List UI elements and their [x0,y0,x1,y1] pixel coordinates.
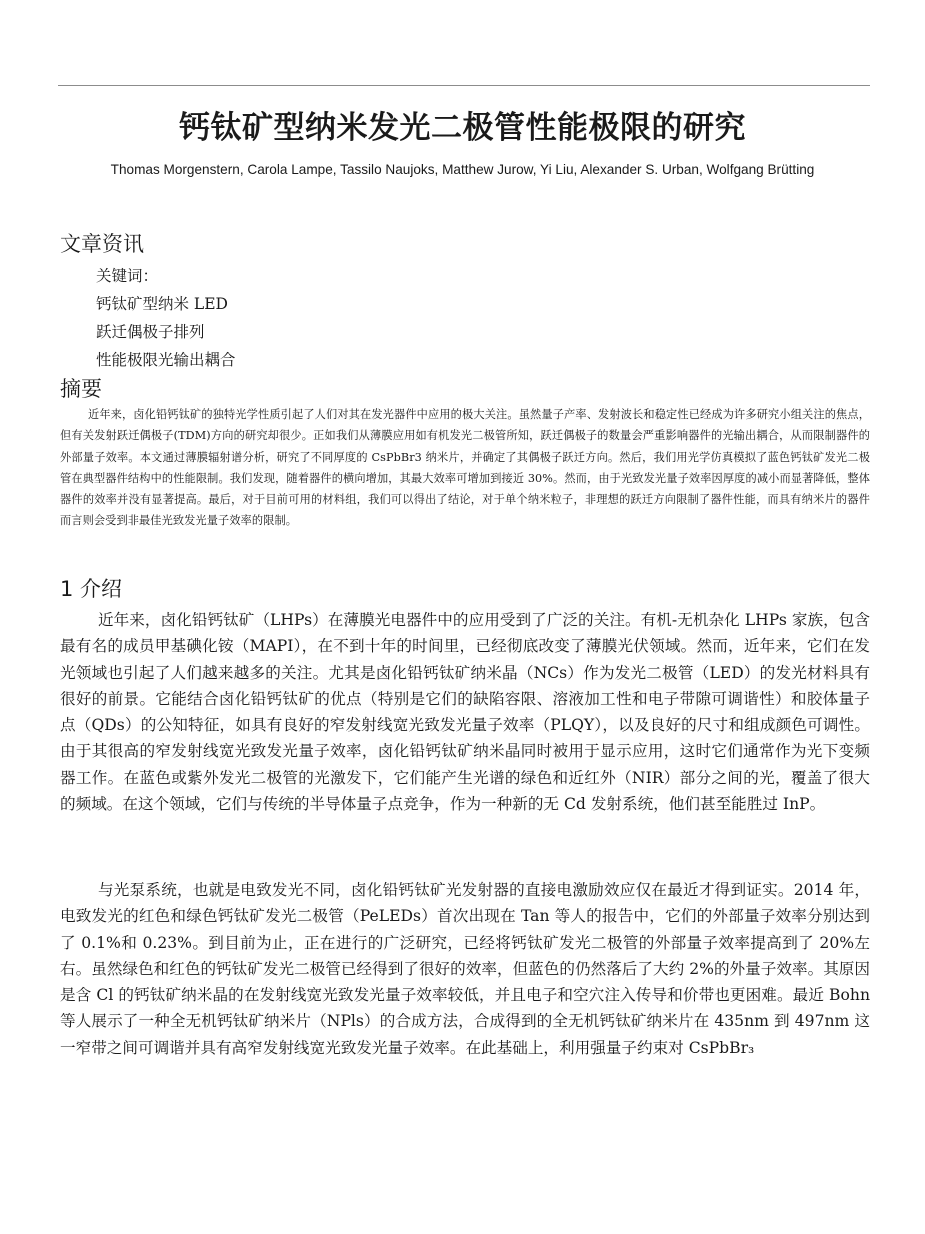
introduction-heading: 1 介绍 [60,577,123,601]
keyword-item: 跃迁偶极子排列 [96,323,205,341]
keyword-list [96,262,236,374]
keyword-item: 钙钛矿型纳米 LED [96,295,228,313]
paper-title: 钙钛矿型纳米发光二极管性能极限的研究 [179,110,746,146]
keyword-label: 关键词： [96,267,159,285]
abstract-heading: 摘要 [60,377,102,401]
header-rule [58,85,870,86]
keyword-item: 性能极限光输出耦合 [96,351,236,369]
intro-paragraph: 近年来，卤化铅钙钛矿（LHPs）在薄膜光电器件中的应用受到了广泛的关注。有机-无机杂化 LHPs 家族，包含最有名的成员甲基碘化铵（MAPI），在不到十年的时间里，已经彻底改变了薄膜光伏领域。然而，近年来，它们在发光领域也引起了人们越来越多的关注。尤其是卤化铅钙钛矿纳米晶（NCs）作为发光二极管（LED）的发光材料具有很好的前景。它能结合卤化铅钙钛矿的优点（特别是它们的缺陷容限、溶液加工性和电子带隙可调谐性）和胶体量子点（QDs）的公知特征，如具有良好的窄发射线宽光致发光量子效率（PLQY），以及良好的尺寸和组成颜色可调性。由于其很高的窄发射线宽光致发光量子效率，卤化铅钙钛矿纳米晶同时被用于显示应用，这时它们通常作为光下变频器工作。在蓝色或紫外发光二极管的光激发下，它们能产生光谱的绿色和近红外（NIR）部分之间的光，覆盖了很大的频域。在这个领域，它们与传统的半导体量子点竞争，作为一种新的无 Cd 发射系统，他们甚至能胜过 InP。 [60,611,870,814]
abstract-text: 近年来，卤化铅钙钛矿的独特光学性质引起了人们对其在发光器件中应用的极大关注。虽然量子产率、发射波长和稳定性已经成为许多研究小组关注的焦点，但有关发射跃迁偶极子(TDM)方向的研究却很少。正如我们从薄膜应用如有机发光二极管所知，跃迁偶极子的数量会严重影响器件的光输出耦合，从而限制器件的外部量子效率。本文通过薄膜辐射谱分析，研究了不同厚度的 CsPbBr3 纳米片，并确定了其偶极子跃迁方向。然后，我们用光学仿真模拟了蓝色钙钛矿发光二极管在典型器件结构中的性能限制。我们发现，随着器件的横向增加，其最大效率可增加到接近 30%。然而，由于光致发光量子效率因厚度的减小而显著降低，整体器件的效率并没有显著提高。最后，对于目前可用的材料组，我们可以得出了结论，对于单个纳米粒子，非理想的跃迁方向限制了器件性能，而具有纳米片的器件而言则会受到非最佳光致发光量子效率的限制。 [60,408,870,528]
author-list: Thomas Morgenstern, Carola Lampe, Tassilo Naujoks, Matthew Jurow, Yi Liu, Alexander S. Urban, Wolfgang Brütting [110,162,815,177]
article-info-heading: 文章资讯 [60,232,144,256]
intro-paragraph: 与光泵系统，也就是电致发光不同，卤化铅钙钛矿光发射器的直接电激励效应仅在最近才得到证实。2014 年，电致发光的红色和绿色钙钛矿发光二极管（PeLEDs）首次出现在 Tan 等人的报告中，它们的外部量子效率分别达到了 0.1%和 0.23%。到目前为止，正在进行的广泛研究，已经将钙钛矿发光二极管的外部量子效率提高到了 20%左右。虽然绿色和红色的钙钛矿发光二极管已经得到了很好的效率，但蓝色的仍然落后了大约 2%的外量子效率。其原因是含 Cl 的钙钛矿纳米晶的在发射线宽光致发光量子效率较低，并且电子和空穴注入传导和价带也更困难。最近 Bohn 等人展示了一种全无机钙钛矿纳米片（NPls）的合成方法，合成得到的全无机钙钛矿纳米片在 435nm 到 497nm 这一窄带之间可调谐并具有高窄发射线宽光致发光量子效率。在此基础上，利用强量子约束对 CsPbBr₃ [60,881,870,1057]
